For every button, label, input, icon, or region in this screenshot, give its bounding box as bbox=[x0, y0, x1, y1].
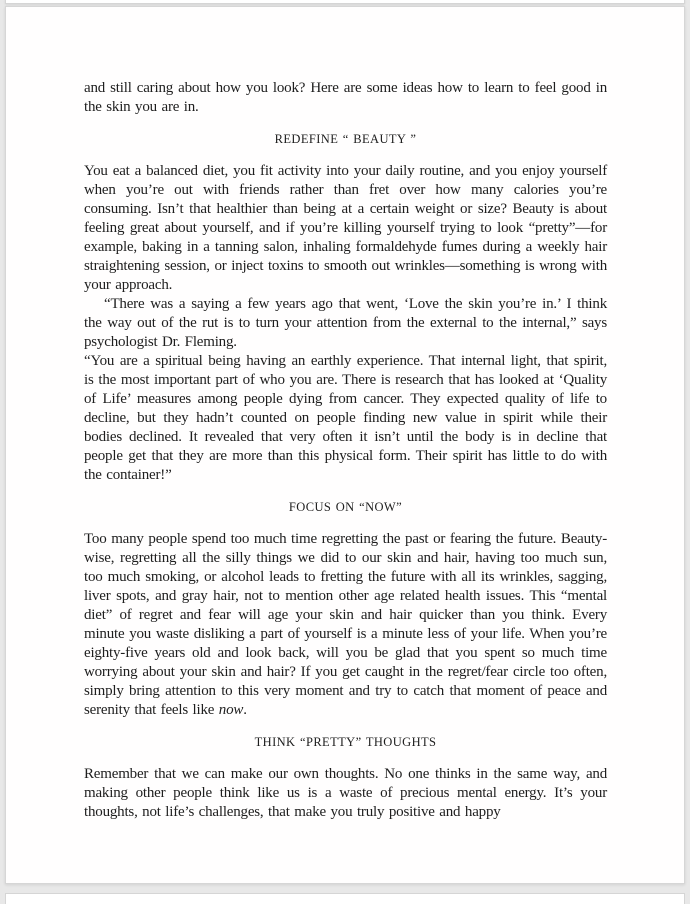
paragraph-regret-fear bbox=[84, 530, 607, 720]
next-page-edge bbox=[5, 893, 685, 904]
paragraph-love-the-skin-quote: “There was a saying a few years ago that went, ‘Love the skin you’re in.’ I think the way out of the rut is to turn your attention from the external to the internal,” says psychologist Dr. Fleming. bbox=[84, 296, 607, 350]
italic-word-now: now bbox=[218, 702, 244, 718]
paragraph-regret-fear-period: . bbox=[243, 702, 247, 718]
paragraph-opening: and still caring about how you look? Here are some ideas how to learn to feel good in the skin you are in. bbox=[84, 80, 607, 115]
document-page bbox=[5, 6, 685, 884]
paragraph-own-thoughts: Remember that we can make our own thoughts. No one thinks in the same way, and making other people think like us is a waste of precious mental energy. It’s your thoughts, not life’s challenges, that make you truly positive and happy bbox=[84, 766, 607, 820]
previous-page-edge bbox=[5, 0, 685, 4]
paragraph-regret-fear-text: Too many people spend too much time regretting the past or fearing the future. Beauty-wise, regretting all the silly things we did to our skin and hair, having too much sun, too much smoking, or alcohol leads to fretting the future with all its wrinkles, sagging, liver spots, and gray hair, not to mention other age related health issues. This “mental diet” of regret and fear will age your skin and hair quicker than you think. Every minute you waste disliking a part of yourself is a minute less of your life. When you’re eighty-five years old and look back, will you be glad that you spent so much time worrying about your skin and hair? If you get caught in the regret/fear circle too often, simply bring attention to this very moment and try to catch that moment of peace and serenity that feels like bbox=[84, 531, 607, 718]
section-heading-focus-on-now: FOCUS ON “NOW” bbox=[288, 500, 403, 514]
section-heading-redefine-beauty: REDEFINE “ BEAUTY ” bbox=[274, 132, 417, 146]
paragraph-spiritual-being-quote: “You are a spiritual being having an earthly experience. That internal light, that spirit, is the most important part of who you are. There is research that has looked at ‘Quality of Life’ measures among people dying from cancer. They expected quality of life to decline, but they hadn’t counted on people finding new value in spirit while their bodies declined. It revealed that very often it isn’t until the body is in decline that people get that they are more than this physical form. Their spirit has little to do with the container!” bbox=[84, 353, 607, 483]
paragraph-balanced-diet: You eat a balanced diet, you fit activity into your daily routine, and you enjoy yourself when you’re out with friends rather than fret over how many calories you’re consuming. Isn’t that healthier than being at a certain weight or size? Beauty is about feeling great about yourself, and if you’re killing yourself trying to look “pretty”—for example, baking in a tanning salon, inhaling formaldehyde fumes during a weekly hair straightening session, or inject toxins to smooth out wrinkles—something is wrong with your approach. bbox=[84, 163, 607, 293]
page-content bbox=[6, 7, 684, 822]
section-heading-think-pretty-thoughts: THINK “PRETTY” THOUGHTS bbox=[254, 735, 437, 749]
